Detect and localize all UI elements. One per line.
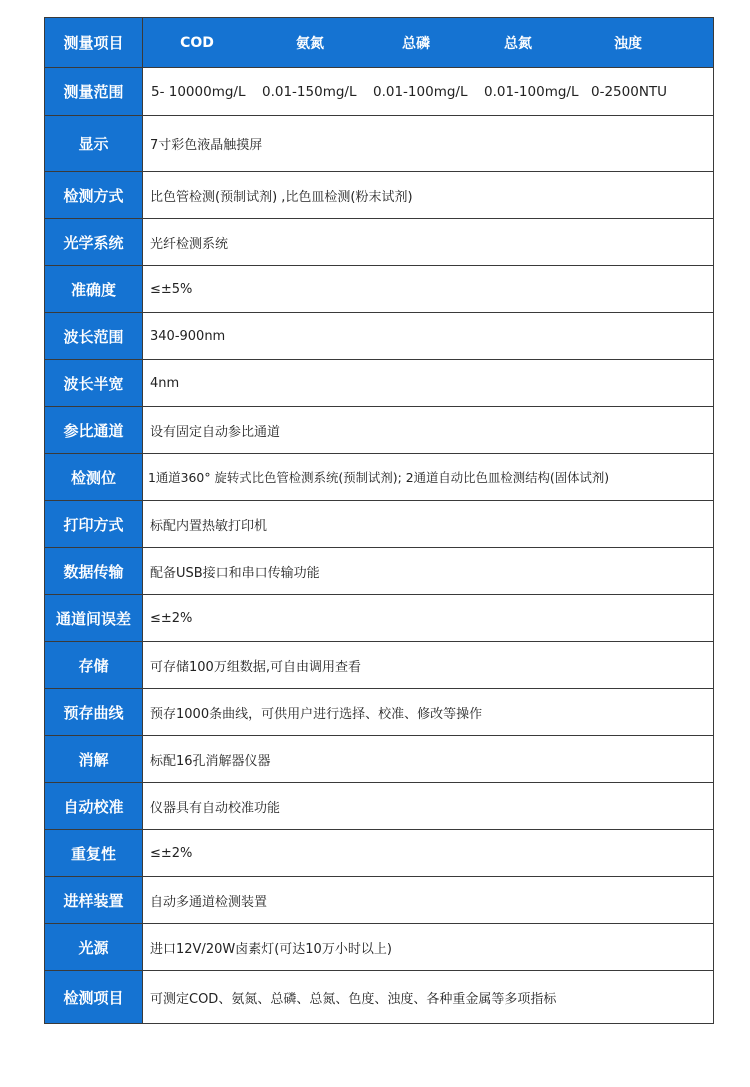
spec-row <box>45 830 714 877</box>
spec-row <box>45 971 714 1024</box>
spec-row <box>45 783 714 830</box>
row-label: 预存曲线 <box>45 689 143 736</box>
spec-row <box>45 689 714 736</box>
row-value: 1通道360° 旋转式比色管检测系统(预制试剂); 2通道自动比色皿检测结构(固体试剂) <box>143 454 714 501</box>
column-header: 总氮 <box>504 35 532 52</box>
row-label: 检测方式 <box>45 172 143 219</box>
row-value: 7寸彩色液晶触摸屏 <box>143 116 714 172</box>
row-value: 光纤检测系统 <box>143 219 714 266</box>
spec-row <box>45 266 714 313</box>
spec-row <box>45 454 714 501</box>
row-label: 准确度 <box>45 266 143 313</box>
row-value: 配备USB接口和串口传输功能 <box>143 548 714 595</box>
row-label: 光源 <box>45 924 143 971</box>
row-label: 数据传输 <box>45 548 143 595</box>
row-value: 自动多通道检测装置 <box>143 877 714 924</box>
spec-row <box>45 877 714 924</box>
row-value: ≤±2% <box>143 595 714 642</box>
row-label: 自动校准 <box>45 783 143 830</box>
spec-row <box>45 501 714 548</box>
row-label: 波长半宽 <box>45 360 143 407</box>
range-value: 5- 10000mg/L <box>151 83 246 100</box>
range-values <box>143 68 714 116</box>
range-value: 0.01-100mg/L <box>484 83 579 100</box>
spec-row <box>45 642 714 689</box>
row-label: 进样装置 <box>45 877 143 924</box>
spec-row <box>45 116 714 172</box>
row-value: 可存储100万组数据,可自由调用查看 <box>143 642 714 689</box>
column-header: 浊度 <box>614 35 642 52</box>
row-label: 检测项目 <box>45 971 143 1024</box>
row-value: ≤±2% <box>143 830 714 877</box>
range-value: 0-2500NTU <box>591 83 668 100</box>
row-value: 比色管检测(预制试剂) ,比色皿检测(粉末试剂) <box>143 172 714 219</box>
column-header: 总磷 <box>402 35 430 52</box>
row-label: 检测位 <box>45 454 143 501</box>
spec-row <box>45 172 714 219</box>
range-value: 0.01-150mg/L <box>262 83 357 100</box>
column-header: 氨氮 <box>296 35 324 52</box>
spec-row <box>45 219 714 266</box>
spec-table <box>44 17 714 1024</box>
row-label: 显示 <box>45 116 143 172</box>
row-value: 标配内置热敏打印机 <box>143 501 714 548</box>
row-value: 仪器具有自动校准功能 <box>143 783 714 830</box>
row-value: 4nm <box>143 360 714 407</box>
row-value: 340-900nm <box>143 313 714 360</box>
spec-row <box>45 360 714 407</box>
row-value: 设有固定自动参比通道 <box>143 407 714 454</box>
row-label: 光学系统 <box>45 219 143 266</box>
row-label: 打印方式 <box>45 501 143 548</box>
row-value: 标配16孔消解器仪器 <box>143 736 714 783</box>
row-label: 通道间误差 <box>45 595 143 642</box>
range-value: 0.01-100mg/L <box>373 83 468 100</box>
row-label: 存储 <box>45 642 143 689</box>
row-label: 参比通道 <box>45 407 143 454</box>
row-label: 测量范围 <box>45 68 143 116</box>
spec-row <box>45 595 714 642</box>
row-value: ≤±5% <box>143 266 714 313</box>
spec-row <box>45 548 714 595</box>
spec-row <box>45 736 714 783</box>
row-value: 预存1000条曲线，可供用户进行选择、校准、修改等操作 <box>143 689 714 736</box>
spec-row <box>45 313 714 360</box>
row-label: 测量项目 <box>45 18 143 68</box>
header-columns <box>143 18 714 68</box>
row-label: 重复性 <box>45 830 143 877</box>
column-header: COD <box>180 34 214 51</box>
row-label: 波长范围 <box>45 313 143 360</box>
range-row <box>45 68 714 116</box>
spec-row <box>45 924 714 971</box>
spec-row <box>45 407 714 454</box>
row-value: 进口12V/20W卤素灯(可达10万小时以上) <box>143 924 714 971</box>
row-label: 消解 <box>45 736 143 783</box>
row-value: 可测定COD、氨氮、总磷、总氮、色度、浊度、各种重金属等多项指标 <box>143 971 714 1024</box>
header-row <box>45 18 714 68</box>
